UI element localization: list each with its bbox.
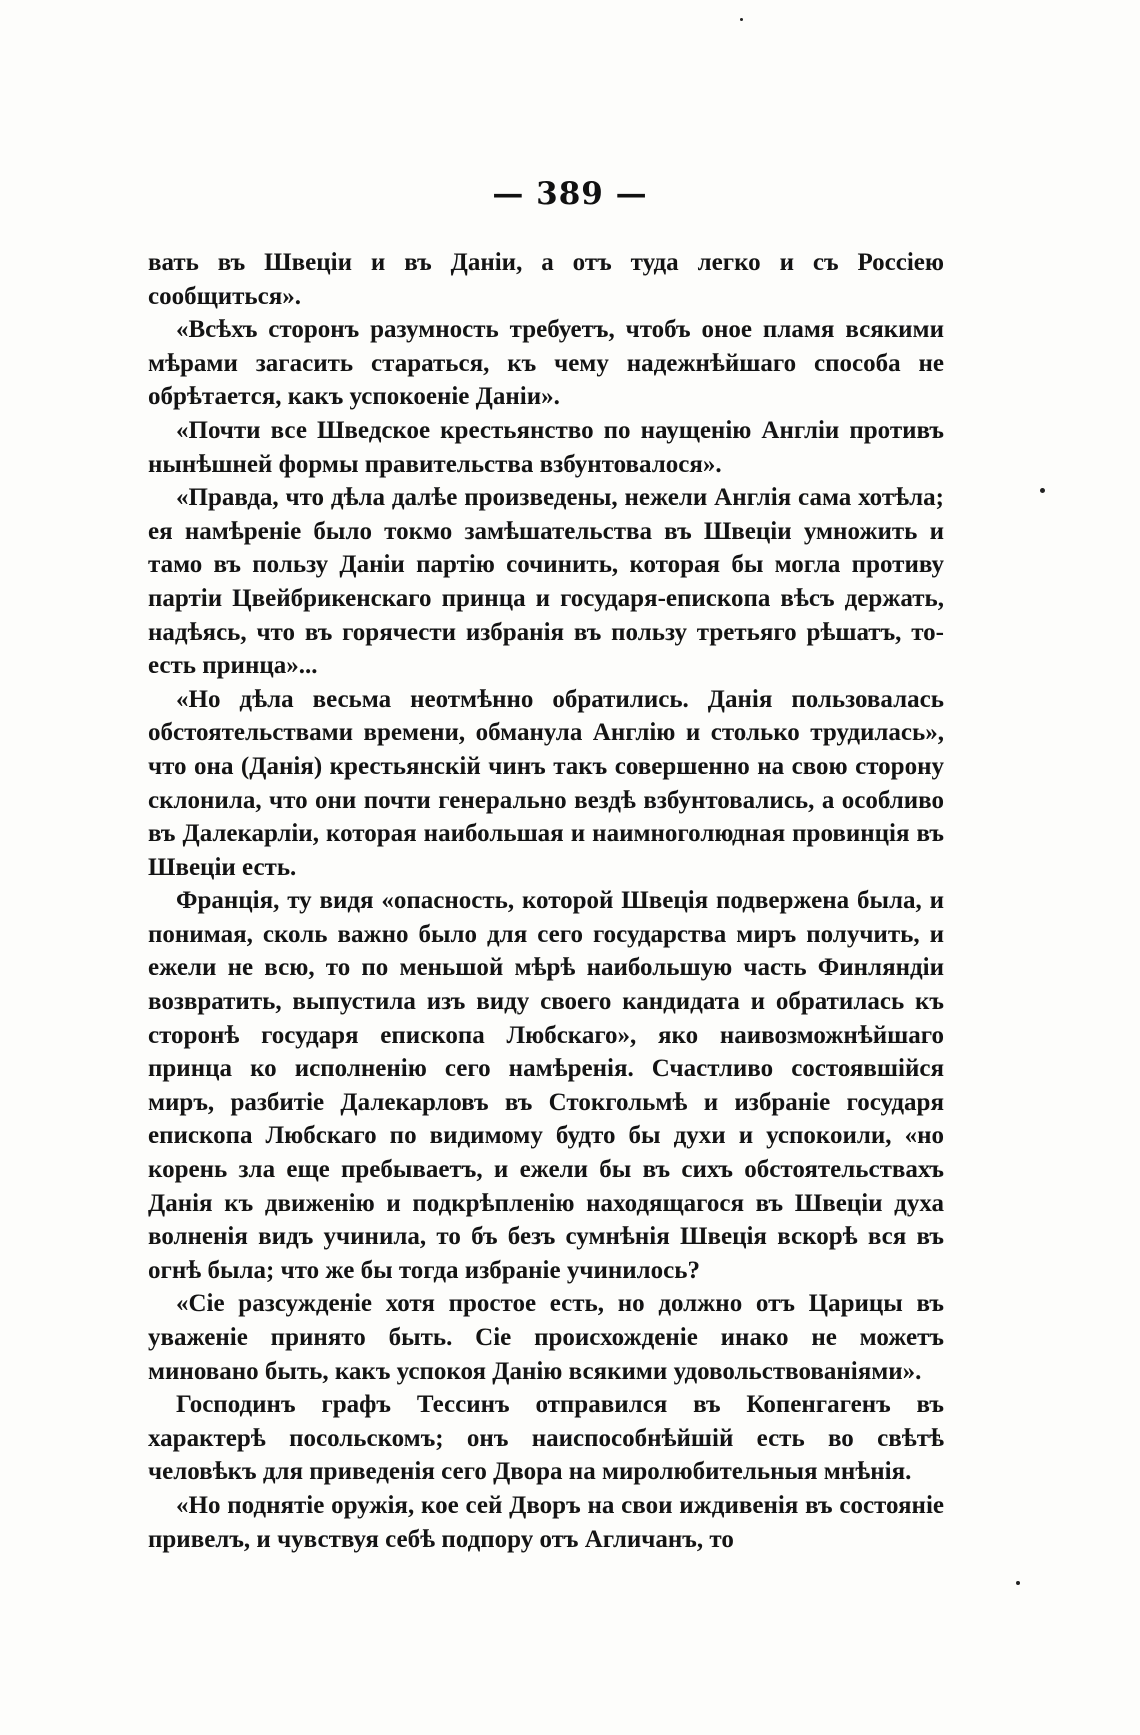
paragraph-3: «Почти все Шведское крестьянство по наущенію Англіи противъ нынѣшней формы правительства взбунтовалося». (148, 416, 944, 478)
ink-speck (740, 18, 743, 21)
body-text (148, 246, 944, 1556)
page-number: — 389 — (492, 176, 648, 212)
paragraph-9: «Но поднятіе оружія, кое сей Дворъ на свои иждивенія въ состояніе привелъ, и чувствуя себѣ подпору отъ Агличанъ, то (148, 1491, 944, 1553)
paragraph-7: «Сіе разсужденіе хотя простое есть, но должно отъ Царицы въ уваженіе принято быть. Сіе происхожденіе инако не можетъ миновано быть, какъ успокоя Данію всякими удовольствованіями». (148, 1290, 944, 1385)
ink-speck (1016, 1581, 1020, 1585)
paragraph-8: Господинъ графъ Тессинъ отправился въ Копенгагенъ въ характерѣ посольскомъ; онъ наиспособнѣйшій есть во свѣтѣ человѣкъ для приведенія сего Двора на миролюбительныя мнѣнія. (148, 1391, 944, 1486)
paragraph-5: «Но дѣла весьма неотмѣнно обратились. Данія пользовалась обстоятельствами времени, обманула Англію и столько трудилась», что она (Данія) крестьянскій чинъ такъ совершенно на свою сторону склонила, что они почти генерально вездѣ взбунтовались, а особливо въ Далекарліи, которая наибольшая и наимноголюдная провинція въ Швеціи есть. (148, 685, 944, 881)
paragraph-4: «Правда, что дѣла далѣе произведены, нежели Англія сама хотѣла; ея намѣреніе было токмо замѣшательства въ Швеціи умножить и тамо въ пользу Даніи партію сочинить, которая бы могла противу партіи Цвейбрикенскаго принца и государя-епископа вѣсъ держать, надѣясь, что въ горячести избранія въ пользу третьяго рѣшатъ, то-есть принца»... (148, 484, 944, 680)
paragraph-2: «Всѣхъ сторонъ разумность требуетъ, чтобъ оное пламя всякими мѣрами загасить стараться, къ чему надежнѣйшаго способа не обрѣтается, какъ успокоеніе Даніи». (148, 316, 944, 411)
paragraph-6: Франція, ту видя «опасность, которой Швеція подвержена была, и понимая, сколь важно было для сего государства миръ получить, и ежели не всю, то по меньшой мѣрѣ наибольшую часть Финляндіи возвратить, выпустила изъ виду своего кандидата и обратилась къ сторонѣ государя епископа Любскаго», яко наивозможнѣйшаго принца ко исполненію сего намѣренія. Счастливо состоявшійся миръ, разбитіе Далекарловъ въ Стокгольмѣ и избраніе государя епископа Любскаго по видимому будто бы духи и успокоили, «но корень зла еще пребываетъ, и ежели бы въ сихъ обстоятельствахъ Данія къ движенію и подкрѣпленію находящагося въ Швеціи духа волненія видъ учинила, то бъ безъ сумнѣнія Швеція вскорѣ вся въ огнѣ была; что же бы тогда избраніе учинилось? (148, 887, 944, 1284)
ink-speck (1040, 488, 1045, 493)
paragraph-1: вать въ Швеціи и въ Даніи, а отъ туда легко и съ Россіею сообщиться». (148, 249, 944, 310)
